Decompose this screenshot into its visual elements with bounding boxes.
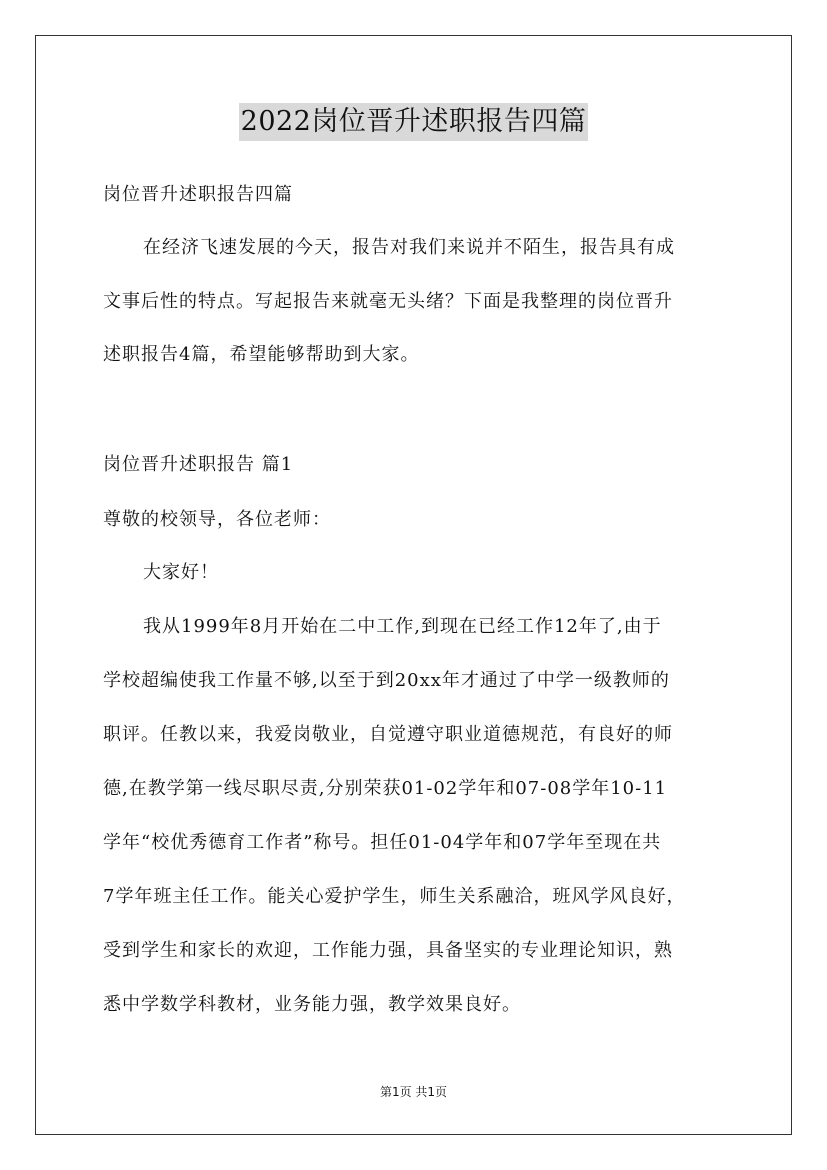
body-line-7: 受到学生和家长的欢迎，工作能力强，具备坚实的专业理论知识，熟 (103, 940, 673, 961)
page-footer: 第1页 共1页 (379, 1085, 448, 1099)
section-heading: 岗位晋升述职报告 篇1 (103, 454, 294, 475)
body-line-3: 职评。任教以来，我爱岗敬业，自觉遵守职业道德规范，有良好的师 (103, 724, 673, 745)
salutation: 尊敬的校领导，各位老师： (103, 509, 331, 530)
intro-line-3: 述职报告4篇，希望能够帮助到大家。 (103, 344, 420, 365)
body-line-8: 悉中学数学科教材，业务能力强，教学效果良好。 (103, 994, 521, 1015)
body-line-6: 7学年班主任工作。能关心爱护学生，师生关系融洽，班风学风良好， (103, 886, 686, 907)
greeting: 大家好！ (143, 562, 219, 583)
subtitle: 岗位晋升述职报告四篇 (103, 184, 293, 205)
body-line-5: 学年“校优秀德育工作者”称号。担任01-04学年和07学年至现在共 (103, 832, 662, 853)
title-container (0, 103, 827, 141)
intro-line-1: 在经济飞速发展的今天，报告对我们来说并不陌生，报告具有成 (143, 237, 675, 258)
body-line-1: 我从1999年8月开始在二中工作,到现在已经工作12年了,由于 (143, 616, 662, 637)
body-line-4: 德,在教学第一线尽职尽责,分别荣获01-02学年和07-08学年10-11 (103, 778, 668, 799)
body-line-2: 学校超编使我工作量不够,以至于到20xx年才通过了中学一级教师的 (103, 670, 670, 691)
intro-line-2: 文事后性的特点。写起报告来就毫无头绪？下面是我整理的岗位晋升 (103, 291, 673, 312)
document-title: 2022岗位晋升述职报告四篇 (239, 103, 589, 141)
